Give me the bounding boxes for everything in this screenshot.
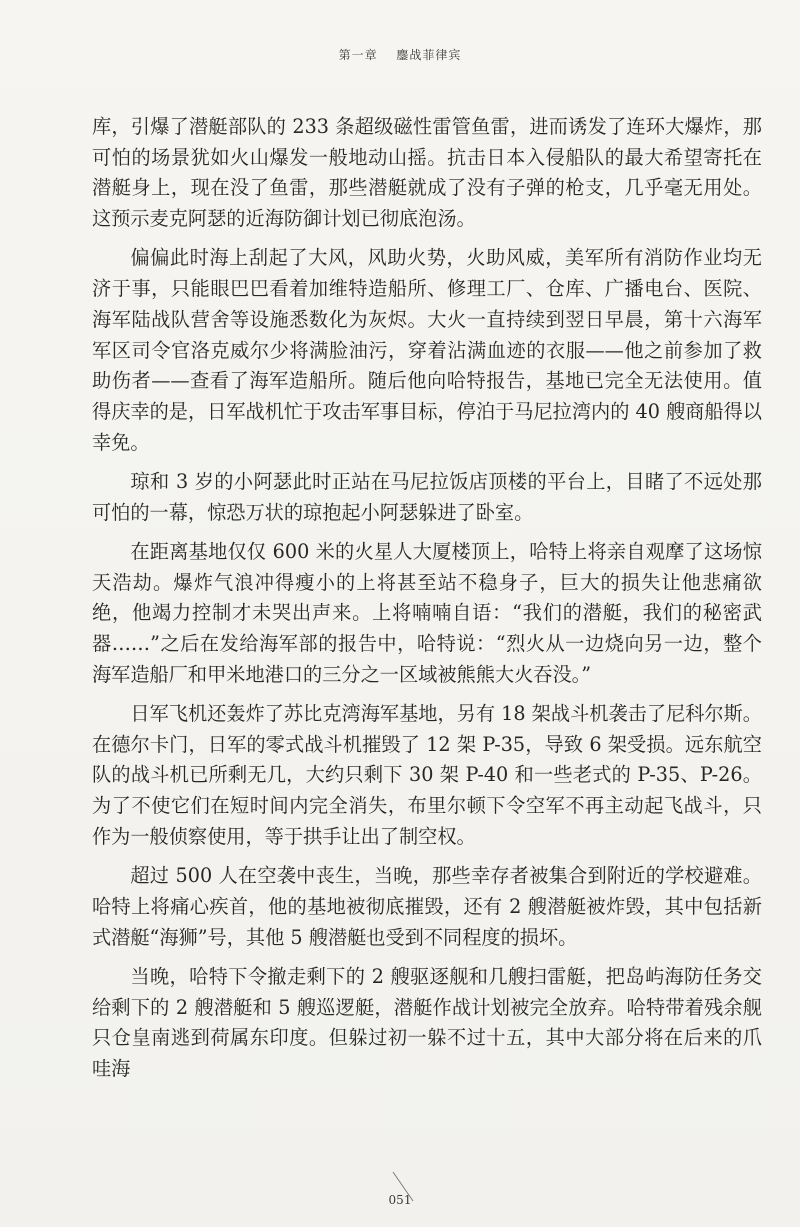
chapter-number: 第一章 (338, 48, 378, 62)
paragraph: 当晚，哈特下令撤走剩下的 2 艘驱逐舰和几艘扫雷艇，把岛屿海防任务交给剩下的 2 艘潜艇和 5 艘巡逻艇，潜艇作战计划被完全放弃。哈特带着残余舰只仓皇南逃到荷属东印度。但躲过初一躲不过十五，其中大部分将在后来的爪哇海 (92, 964, 762, 1080)
paragraph: 偏偏此时海上刮起了大风，风助火势，火助风威，美军所有消防作业均无济于事，只能眼巴巴看着加维特造船所、修理工厂、仓库、广播电台、医院、海军陆战队营舍等设施悉数化为灰烬。大火一直持续到翌日早晨，第十六海军军区司令官洛克威尔少将满脸油污，穿着沾满血迹的衣服——他之前参加了救助伤者——查看了海军造船所。随后他向哈特报告，基地已完全无法使用。值得庆幸的是，日军战机忙于攻击军事目标，停泊于马尼拉湾内的 40 艘商船得以幸免。 (92, 246, 762, 454)
chapter-title: 鏖战菲律宾 (396, 48, 462, 62)
paragraph: 在距离基地仅仅 600 米的火星人大厦楼顶上，哈特上将亲自观摩了这场惊天浩劫。爆炸气浪冲得瘦小的上将甚至站不稳身子，巨大的损失让他悲痛欲绝，他竭力控制才未哭出声来。上将喃喃自语：“我们的潜艇，我们的秘密武器……”之后在发给海军部的报告中，哈特说：“烈火从一边烧向另一边，整个海军造船厂和甲米地港口的三分之一区域被熊熊大火吞没。” (92, 539, 762, 686)
page-number: 051 (388, 1193, 412, 1207)
paragraph: 日军飞机还轰炸了苏比克湾海军基地，另有 18 架战斗机袭击了尼科尔斯。在德尔卡门，日军的零式战斗机摧毁了 12 架 P-35，导致 6 架受损。远东航空队的战斗机已所剩无几，大约只剩下 30 架 P-40 和一些老式的 P-35、P-26。为了不使它们在短时间内完全消失，布里尔顿下令空军不再主动起飞战斗，只作为一般侦察使用，等于拱手让出了制空权。 (92, 702, 762, 848)
paragraph: 琼和 3 岁的小阿瑟此时正站在马尼拉饭店顶楼的平台上，目睹了不远处那可怕的一幕，惊恐万状的琼抱起小阿瑟躲进了卧室。 (92, 469, 762, 524)
paragraph: 超过 500 人在空袭中丧生，当晚，那些幸存者被集合到附近的学校避难。哈特上将痛心疾首，他的基地被彻底摧毁，还有 2 艘潜艇被炸毁，其中包括新式潜艇“海狮”号，其他 5 艘潜艇也受到不同程度的损坏。 (92, 864, 762, 949)
paragraph: 库，引爆了潜艇部队的 233 条超级磁性雷管鱼雷，进而诱发了连环大爆炸，那可怕的场景犹如火山爆发一般地动山摇。抗击日本入侵船队的最大希望寄托在潜艇身上，现在没了鱼雷，那些潜艇就成了没有子弹的枪支，几乎毫无用处。这预示麦克阿瑟的近海防御计划已彻底泡汤。 (92, 115, 762, 231)
